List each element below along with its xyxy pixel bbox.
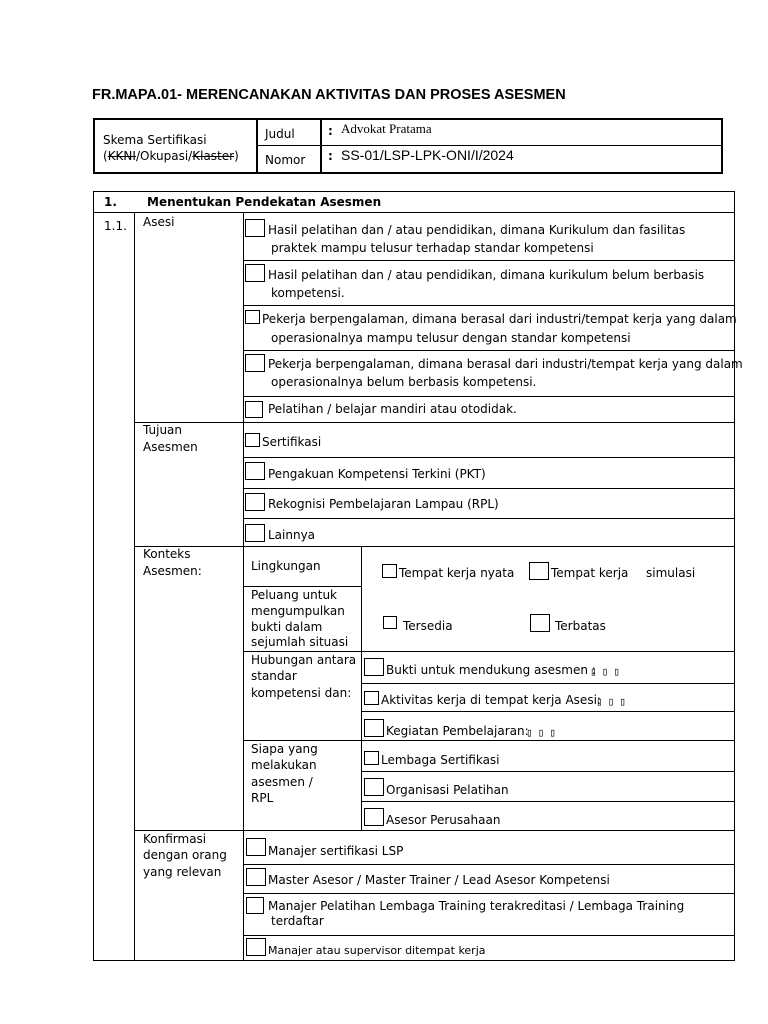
manajer-sertifikasi-label: Manajer sertifikasi LSP bbox=[268, 844, 404, 858]
bukti-placeholder-glyphs: ▯▯▯ bbox=[590, 665, 625, 678]
hubungan-label-line2: standar bbox=[251, 669, 297, 683]
bukti-label: Bukti untuk mendukung asesmen : bbox=[386, 663, 596, 677]
kegiatan-pembelajaran-checkbox[interactable] bbox=[364, 719, 384, 737]
master-asesor-checkbox[interactable] bbox=[246, 868, 266, 886]
judul-colon: : bbox=[328, 124, 333, 138]
nomor-colon: : bbox=[328, 149, 333, 163]
tersedia-label: Tersedia bbox=[403, 619, 453, 633]
skema-types: (KKNI/Okupasi/Klaster) bbox=[103, 149, 239, 163]
peluang-label-line3: bukti dalam bbox=[251, 620, 323, 634]
aktivitas-kerja-label: Aktivitas kerja di tempat kerja Asesi: bbox=[381, 693, 601, 707]
peluang-label-line4: sejumlah situasi bbox=[251, 635, 349, 649]
tempat-kerja-simulasi-suffix: simulasi bbox=[646, 566, 696, 580]
asesor-perusahaan-checkbox[interactable] bbox=[364, 808, 384, 826]
hubungan-label-line3: kompetensi dan: bbox=[251, 686, 352, 700]
siapa-label-line4: RPL bbox=[251, 791, 274, 805]
asesi-option-2-line2: kompetensi. bbox=[271, 286, 345, 300]
tersedia-checkbox[interactable] bbox=[383, 616, 397, 629]
asesi-option-3-line1: Pekerja berpengalaman, dimana berasal dari industri/tempat kerja yang dalam bbox=[262, 312, 737, 326]
asesi-option-5-checkbox[interactable] bbox=[245, 401, 263, 418]
manajer-pelatihan-checkbox[interactable] bbox=[246, 897, 264, 914]
tujuan-option-1-checkbox[interactable] bbox=[245, 433, 260, 447]
aktivitas-kerja-checkbox[interactable] bbox=[364, 691, 379, 705]
form-title: FR.MAPA.01- MERENCANAKAN AKTIVITAS DAN PROSES ASESMEN bbox=[92, 87, 566, 103]
master-asesor-label: Master Asesor / Master Trainer / Lead Asesor Kompetensi bbox=[268, 873, 610, 887]
subsection-number: 1.1. bbox=[104, 219, 127, 233]
judul-value: Advokat Pratama bbox=[341, 121, 432, 136]
asesi-option-4-line2: operasionalnya belum berbasis kompetensi. bbox=[271, 375, 537, 389]
asesi-option-3-line2: operasionalnya mampu telusur dengan standar kompetensi bbox=[271, 331, 631, 345]
aktivitas-placeholder-glyphs: ▯▯▯ bbox=[596, 695, 631, 708]
judul-label: Judul bbox=[265, 127, 295, 141]
asesi-label: Asesi bbox=[143, 215, 175, 229]
peluang-label-line1: Peluang untuk bbox=[251, 588, 337, 602]
tujuan-option-2-checkbox[interactable] bbox=[245, 462, 265, 480]
asesi-option-4-line1: Pekerja berpengalaman, dimana berasal dari industri/tempat kerja yang dalam bbox=[268, 357, 743, 371]
section-title: Menentukan Pendekatan Asesmen bbox=[147, 195, 382, 209]
asesi-option-4-checkbox[interactable] bbox=[245, 354, 265, 372]
tujuan-option-3-label: Rekognisi Pembelajaran Lampau (RPL) bbox=[268, 497, 499, 511]
terbatas-checkbox[interactable] bbox=[530, 614, 550, 632]
konfirmasi-label-line2: dengan orang bbox=[143, 848, 227, 862]
asesi-option-1-checkbox[interactable] bbox=[245, 219, 265, 237]
tempat-kerja-nyata-checkbox[interactable] bbox=[382, 564, 397, 578]
tempat-kerja-simulasi-label: Tempat kerja bbox=[551, 566, 629, 580]
manajer-supervisor-checkbox[interactable] bbox=[246, 938, 266, 956]
section-number: 1. bbox=[104, 195, 117, 209]
asesor-perusahaan-label: Asesor Perusahaan bbox=[386, 813, 501, 827]
manajer-pelatihan-line1: Manajer Pelatihan Lembaga Training terakreditasi / Lembaga Training bbox=[268, 899, 685, 913]
tujuan-option-3-checkbox[interactable] bbox=[245, 493, 265, 511]
kegiatan-placeholder-glyphs: ▯▯▯ bbox=[526, 726, 561, 739]
asesi-option-2-checkbox[interactable] bbox=[245, 264, 265, 282]
lingkungan-label: Lingkungan bbox=[251, 559, 321, 573]
manajer-pelatihan-line2: terdaftar bbox=[271, 914, 324, 928]
hubungan-label-line1: Hubungan antara bbox=[251, 653, 357, 667]
asesi-option-3-checkbox[interactable] bbox=[245, 310, 260, 324]
siapa-label-line3: asesmen / bbox=[251, 775, 313, 789]
tujuan-option-2-label: Pengakuan Kompetensi Terkini (PKT) bbox=[268, 467, 486, 481]
terbatas-label: Terbatas bbox=[555, 619, 606, 633]
nomor-value: SS-01/LSP-LPK-ONI/I/2024 bbox=[341, 147, 514, 163]
asesi-option-1-line2: praktek mampu telusur terhadap standar kompetensi bbox=[271, 241, 594, 255]
nomor-label: Nomor bbox=[265, 153, 306, 167]
tujuan-option-4-label: Lainnya bbox=[268, 528, 316, 542]
organisasi-pelatihan-label: Organisasi Pelatihan bbox=[386, 783, 509, 797]
manajer-sertifikasi-checkbox[interactable] bbox=[246, 838, 266, 856]
siapa-label-line1: Siapa yang bbox=[251, 742, 318, 756]
siapa-label-line2: melakukan bbox=[251, 758, 317, 772]
bukti-checkbox[interactable] bbox=[364, 658, 384, 676]
konteks-label-line1: Konteks bbox=[143, 547, 191, 561]
lembaga-sertifikasi-label: Lembaga Sertifikasi bbox=[381, 753, 500, 767]
asesi-option-1-line1: Hasil pelatihan dan / atau pendidikan, dimana Kurikulum dan fasilitas bbox=[268, 223, 686, 237]
skema-label: Skema Sertifikasi bbox=[103, 133, 207, 147]
asesi-option-5-line1: Pelatihan / belajar mandiri atau otodidak. bbox=[268, 402, 517, 416]
tempat-kerja-simulasi-checkbox[interactable] bbox=[529, 562, 549, 580]
tujuan-label-line1: Tujuan bbox=[143, 423, 183, 437]
konfirmasi-label-line1: Konfirmasi bbox=[143, 832, 207, 846]
manajer-supervisor-label: Manajer atau supervisor ditempat kerja bbox=[268, 944, 486, 957]
konfirmasi-label-line3: yang relevan bbox=[143, 865, 222, 879]
asesi-option-2-line1: Hasil pelatihan dan / atau pendidikan, dimana kurikulum belum berbasis bbox=[268, 268, 705, 282]
tujuan-option-4-checkbox[interactable] bbox=[245, 524, 265, 542]
tujuan-option-1-label: Sertifikasi bbox=[262, 435, 322, 449]
peluang-label-line2: mengumpulkan bbox=[251, 604, 345, 618]
tempat-kerja-nyata-label: Tempat kerja nyata bbox=[399, 566, 515, 580]
kegiatan-pembelajaran-label: Kegiatan Pembelajaran: bbox=[386, 724, 529, 738]
lembaga-sertifikasi-checkbox[interactable] bbox=[364, 751, 379, 765]
tujuan-label-line2: Asesmen bbox=[143, 440, 198, 454]
konteks-label-line2: Asesmen: bbox=[143, 564, 202, 578]
organisasi-pelatihan-checkbox[interactable] bbox=[364, 778, 384, 796]
